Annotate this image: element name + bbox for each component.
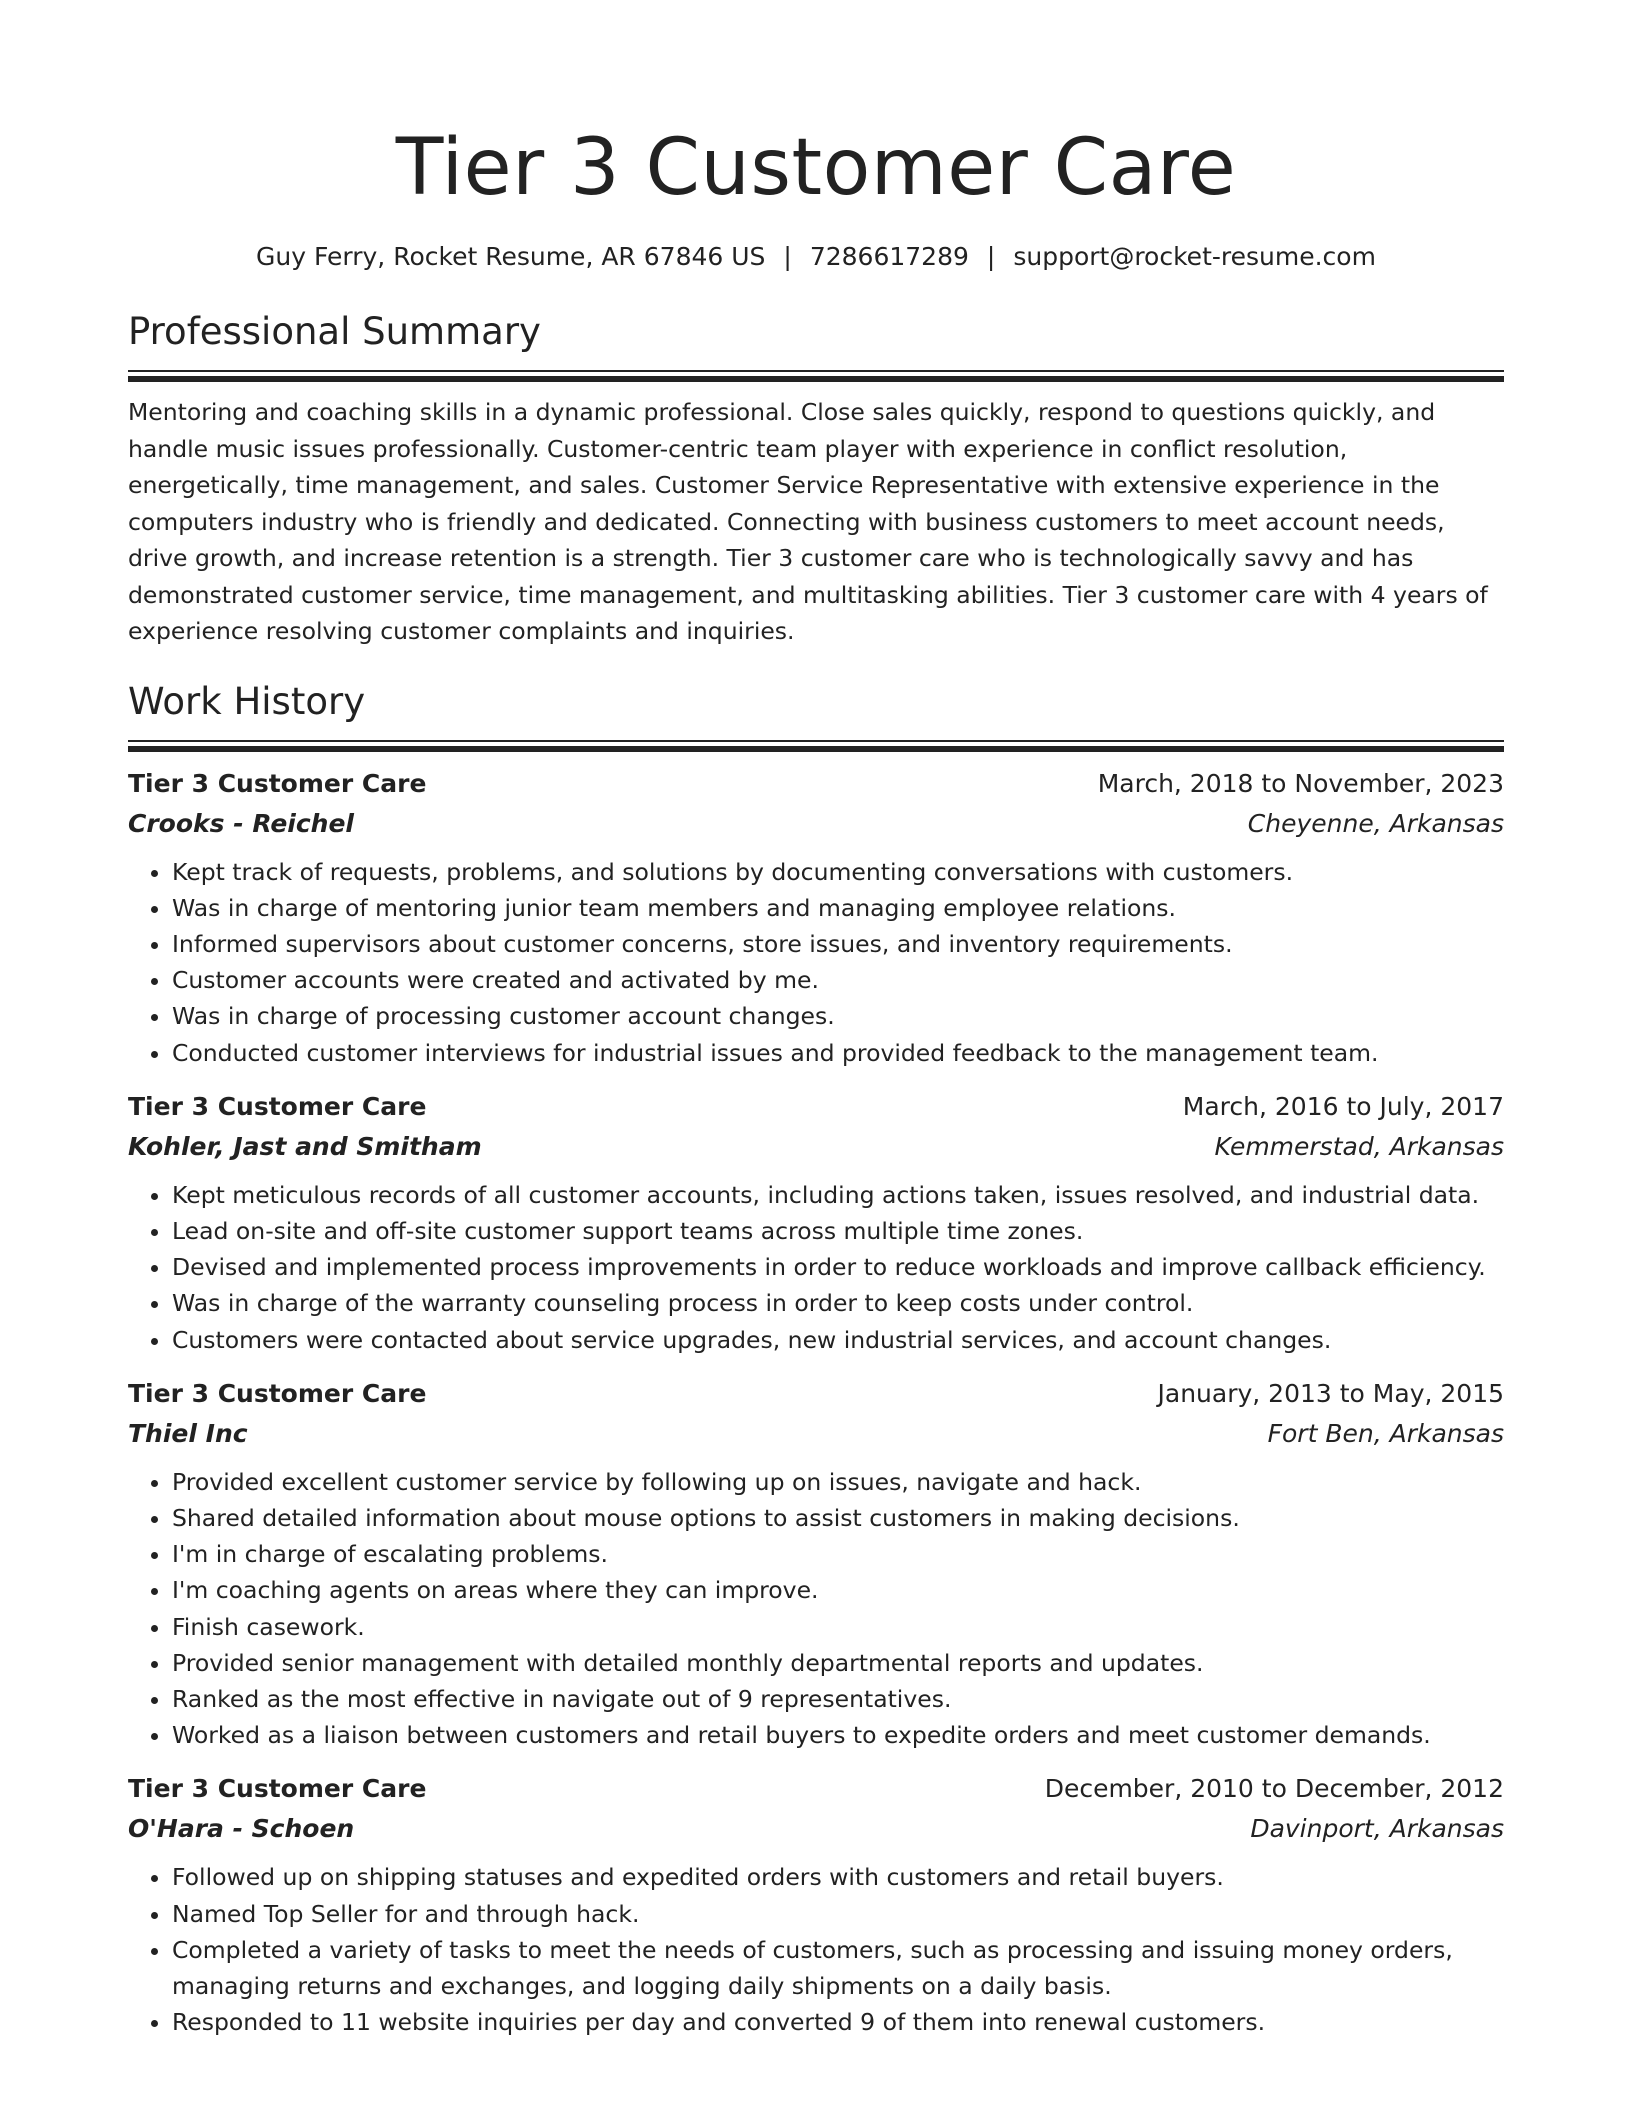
job-position: Tier 3 Customer Care — [128, 1774, 427, 1804]
contact-email: support@rocket-resume.com — [1013, 242, 1376, 271]
job-duty-item: • Informed supervisors about customer concerns, store issues, and inventory requirements. — [172, 926, 1504, 962]
contact-separator: | — [783, 242, 792, 271]
resume-title: Tier 3 Customer Care — [395, 123, 1237, 213]
job-duty-item: • Kept meticulous records of all customer accounts, including actions taken, issues resolved, and industrial data. — [172, 1177, 1504, 1213]
job-location: Davinport, Arkansas — [1250, 1814, 1504, 1844]
section-divider — [128, 740, 1504, 752]
summary-text: Mentoring and coaching skills in a dynamic professional. Close sales quickly, respond to questions quickly, and handle music issues professionally. Customer-centric team player with experience in conflict resolution, energetically, time management, and sales. Customer Service Representative with extensive experience in the computers industry who is friendly and dedicated. Connecting with business customers to meet account needs, drive growth, and increase retention is a strength. Tier 3 customer care who is technologically savvy and has demonstrated customer service, time management, and multitasking abilities. Tier 3 customer care with 4 years of experience resolving customer complaints and inquiries. — [128, 398, 1488, 645]
job-header-row — [128, 764, 1504, 804]
job-subheader-row — [128, 1809, 1504, 1849]
job-duties-list — [128, 1177, 1504, 1358]
job-duty-item: • Was in charge of the warranty counseling process in order to keep costs under control. — [172, 1285, 1504, 1321]
job-subheader-row — [128, 1127, 1504, 1167]
job-duties-list — [128, 1859, 1504, 2040]
job-position: Tier 3 Customer Care — [128, 1378, 427, 1408]
job-duty-item: • Conducted customer interviews for industrial issues and provided feedback to the management team. — [172, 1035, 1504, 1071]
job-duty-item: • Completed a variety of tasks to meet the needs of customers, such as processing and issuing money orders, managing returns and exchanges, and logging daily shipments on a daily basis. — [172, 1932, 1504, 2004]
job-duty-item: • I'm coaching agents on areas where they can improve. — [172, 1572, 1504, 1608]
job-duty-item: • Lead on-site and off-site customer support teams across multiple time zones. — [172, 1213, 1504, 1249]
job-entry — [128, 764, 1504, 1071]
job-dates: March, 2016 to July, 2017 — [1182, 1091, 1504, 1121]
work-history-list — [128, 764, 1504, 2041]
job-employer: Thiel Inc — [128, 1418, 248, 1448]
job-duty-item: • Was in charge of mentoring junior team members and managing employee relations. — [172, 890, 1504, 926]
job-duty-item: • Devised and implemented process improvements in order to reduce workloads and improve callback efficiency. — [172, 1249, 1504, 1285]
job-entry — [128, 1087, 1504, 1358]
job-duty-item: • Finish casework. — [172, 1609, 1504, 1645]
job-position: Tier 3 Customer Care — [128, 1091, 427, 1121]
job-header-row — [128, 1374, 1504, 1414]
job-duty-item: • Customers were contacted about service upgrades, new industrial services, and account changes. — [172, 1322, 1504, 1358]
job-duty-item: • Provided excellent customer service by following up on issues, navigate and hack. — [172, 1464, 1504, 1500]
contact-line — [128, 240, 1504, 274]
job-employer: Kohler, Jast and Smitham — [128, 1131, 482, 1161]
contact-separator: | — [986, 242, 996, 271]
job-location: Cheyenne, Arkansas — [1247, 808, 1504, 838]
job-subheader-row — [128, 1414, 1504, 1454]
job-duty-item: • Shared detailed information about mouse options to assist customers in making decisions. — [172, 1500, 1504, 1536]
job-entry — [128, 1374, 1504, 1754]
summary-heading: Professional Summary — [128, 310, 541, 353]
job-dates: December, 2010 to December, 2012 — [1044, 1774, 1504, 1804]
job-dates: January, 2013 to May, 2015 — [1157, 1378, 1504, 1408]
job-position: Tier 3 Customer Care — [128, 768, 427, 798]
job-dates: March, 2018 to November, 2023 — [1097, 768, 1504, 798]
contact-address: Guy Ferry, Rocket Resume, AR 67846 US — [256, 242, 766, 271]
job-entry — [128, 1769, 1504, 2040]
job-duty-item: • Provided senior management with detailed monthly departmental reports and updates. — [172, 1645, 1504, 1681]
section-divider — [128, 370, 1504, 382]
job-employer: Crooks - Reichel — [128, 808, 354, 838]
job-duties-list — [128, 854, 1504, 1071]
job-header-row — [128, 1769, 1504, 1809]
job-duty-item: • Named Top Seller for and through hack. — [172, 1896, 1504, 1932]
job-employer: O'Hara - Schoen — [128, 1814, 355, 1844]
job-duty-item: • Kept track of requests, problems, and solutions by documenting conversations with customers. — [172, 854, 1504, 890]
job-header-row — [128, 1087, 1504, 1127]
job-location: Fort Ben, Arkansas — [1267, 1418, 1504, 1448]
job-duty-item: • I'm in charge of escalating problems. — [172, 1536, 1504, 1572]
job-subheader-row — [128, 804, 1504, 844]
job-duty-item: • Responded to 11 website inquiries per day and converted 9 of them into renewal customers. — [172, 2004, 1504, 2040]
work-history-heading: Work History — [128, 679, 366, 723]
contact-phone: 7286617289 — [809, 242, 969, 271]
job-duty-item: • Followed up on shipping statuses and expedited orders with customers and retail buyers. — [172, 1859, 1504, 1895]
job-location: Kemmerstad, Arkansas — [1214, 1131, 1504, 1161]
job-duty-item: • Was in charge of processing customer account changes. — [172, 998, 1504, 1034]
job-duty-item: • Ranked as the most effective in navigate out of 9 representatives. — [172, 1681, 1504, 1717]
job-duty-item: • Worked as a liaison between customers and retail buyers to expedite orders and meet customer demands. — [172, 1717, 1504, 1753]
job-duty-item: • Customer accounts were created and activated by me. — [172, 962, 1504, 998]
job-duties-list — [128, 1464, 1504, 1754]
